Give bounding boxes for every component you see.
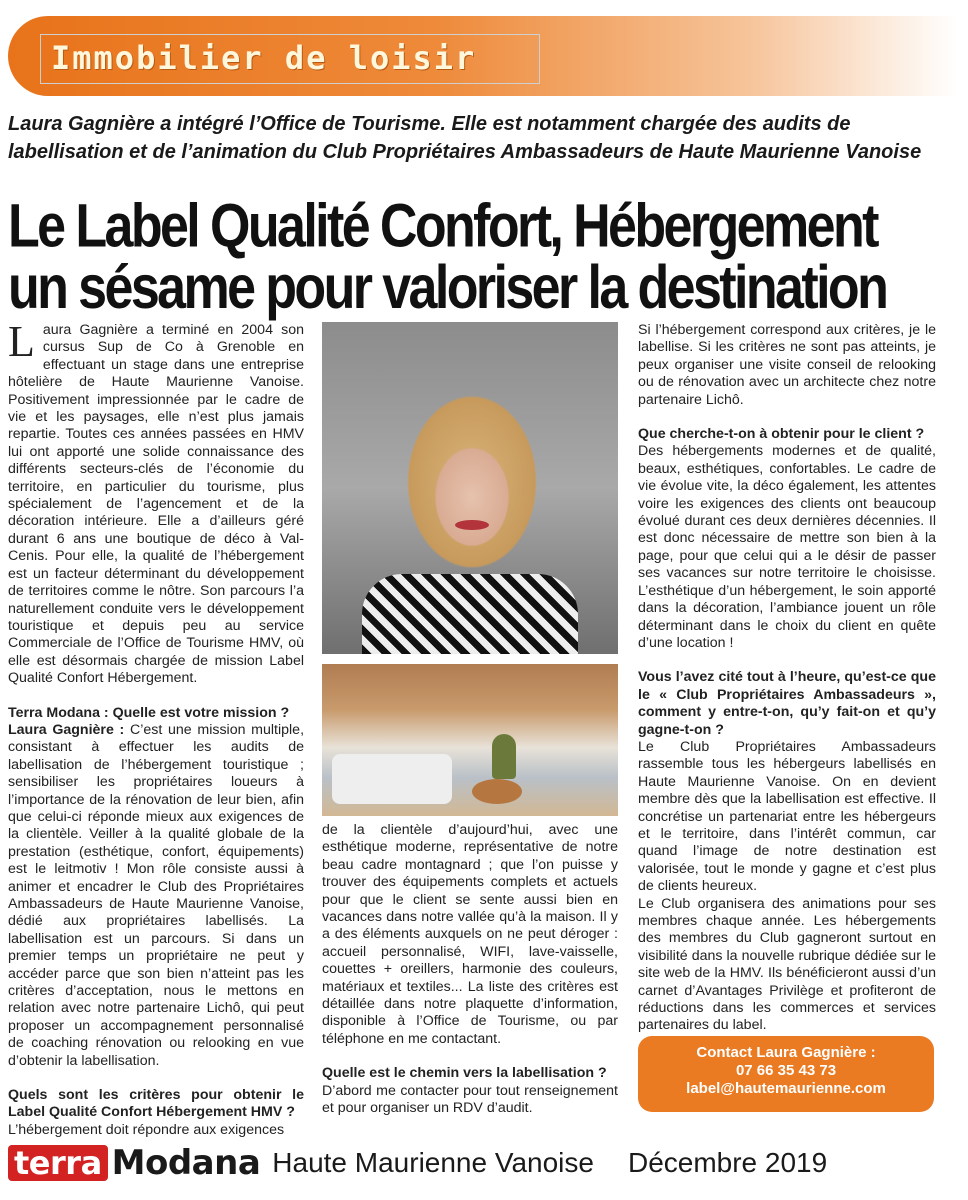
table-shape — [472, 779, 522, 804]
question: Vous l’avez cité tout à l’heure, qu’est-ce que le « Club Propriétaires Ambassadeurs », comment y entre-t-on, qu’y fait-on et qu’y gagne-t-on ? — [638, 669, 936, 738]
interior-photo — [322, 664, 618, 816]
contact-heading: Contact Laura Gagnière : — [696, 1044, 876, 1061]
contact-phone[interactable]: 07 66 35 43 73 — [735, 1062, 837, 1079]
article-column-1 — [8, 317, 305, 1139]
paragraph: Si l’hébergement correspond aux critères, je le labellise. Si les critères ne sont pas atteints, je peux organiser une visite conseil de relooking ou de rénovation avec un architecte chez notre partenaire Lichô. — [638, 322, 936, 408]
drop-cap: L — [8, 317, 35, 366]
paragraph: Laura Gagnière a terminé en 2004 son cursus Sup de Co à Grenoble en effectuant un stage dans une entreprise hôtelière de Haute Maurienne Vanoise. Positivement impressionnée par le cadre de vie et les paysages, elle n’est plus jamais repartie. Toutes ces années passées en HMV lui ont apporté une solide connaissance des différents secteurs-clés de l’économie du territoire, en particulier du tourisme, plus spécialement de l’agencement et de la décoration intérieure. Elle a d’ailleurs géré durant 6 ans une boutique de déco à Val-Cenis. Pour elle, la qualité de l’hébergement est un facteur déterminant du développement de territoires comme le nôtre. Son parcours l’a naturellement conduite vers le développement touristique et depuis peu au service Commerciale de l’Office de Tourisme HMV, où elle est désormais chargée de mission Label Qualité Confort Hébergement. — [8, 317, 304, 687]
headline-line-1: Le Label Qualité Confort, Hébergement — [8, 192, 877, 261]
brand-logo-terra: terra — [8, 1145, 108, 1181]
page-footer — [8, 1144, 827, 1182]
contact-box — [638, 1036, 934, 1112]
article-column-3 — [638, 322, 936, 1035]
brand-logo-modana: Modana — [111, 1143, 261, 1183]
article-intro: Laura Gagnière a intégré l’Office de Tourisme. Elle est notamment chargée des audits de labellisation et de l’animation du Club Propriétaires Ambassadeurs de Haute Maurienne Vanoise — [8, 113, 922, 163]
answer: L’hébergement doit répondre aux exigences — [8, 1121, 285, 1138]
footer-date: Décembre 2019 — [627, 1147, 828, 1178]
question: Terra Modana : Quelle est votre mission ? — [8, 704, 290, 721]
paragraph: de la clientèle d’aujourd’hui, avec une esthétique moderne, représentative de notre beau cadre montagnard ; que l’on puisse y trouver des équipements complets et actuels pour que le client se sente aussi bien en vacances dans notre vallée qu’à la maison. Il y a des éléments auxquels on ne peut déroger : accueil personnalisé, WIFI, lave-vaisselle, couettes + oreillers, harmonie des couleurs, matériaux et textiles... La liste des critères est détaillée dans notre plaquette d’information, disponible à l’Office de Tourisme, ou par téléphone en me contactant. — [322, 822, 618, 1047]
plant-shape — [492, 734, 516, 779]
answer: Des hébergements modernes et de qualité, beaux, esthétiques, confortables. Le cadre de vie évolue vite, la déco également, les attentes voire les exigences des clients ont beaucoup évolué durant ces deux dernières décennies. Il est donc nécessaire de mettre son bien à la page, pour que celui qui a le désir de passer ses vacances sur notre territoire le choisisse. L’esthétique d’un hébergement, le soin apporté dans la décoration, l’ambiance jouent un rôle déterminant dans le choix du client en quête d’une location ! — [638, 443, 936, 651]
houndstooth-top — [362, 574, 578, 654]
portrait-photo — [322, 322, 618, 654]
article-headline — [8, 192, 963, 323]
footer-place: Haute Maurienne Vanoise — [272, 1147, 594, 1178]
portrait-detail — [455, 520, 489, 530]
section-title: Immobilier de loisir — [40, 34, 540, 84]
question: Que cherche-t-on à obtenir pour le client ? — [638, 426, 925, 443]
answer: D’abord me contacter pour tout renseignement et pour organiser un RDV d’audit. — [322, 1082, 618, 1117]
speaker-name: Laura Gagnière : — [8, 721, 125, 738]
sofa-shape — [332, 754, 452, 804]
question: Quelle est le chemin vers la labellisation ? — [322, 1065, 607, 1082]
article-column-2 — [322, 822, 618, 1118]
answer: Le Club organisera des animations pour ses membres chaque année. Les hébergements des membres du Club gagneront surtout en visibilité dans la nouvelle rubrique dédiée sur le site web de la HMV. Ils bénéficieront aussi d’un carnet d’Avantages Privilège et profiteront de réductions dans les commerces et services partenaires du label. — [638, 895, 936, 1034]
question: Quels sont les critères pour obtenir le Label Qualité Confort Hébergement HMV ? — [8, 1087, 304, 1121]
answer: Le Club Propriétaires Ambassadeurs rassemble tous les hébergeurs labellisés en Haute Maurienne Vanoise. On en devient membre dès que la labellisation est effective. Il concrétise un partenariat entre les hébergeurs et le territoire, dans l’intérêt commun, car quand l’image de notre destination est valorisée, tout le monde y gagne et c’est plus de clients heureux. — [638, 738, 936, 895]
answer: Laura Gagnière : C’est une mission multiple, consistant à effectuer les audits de labellisation de l’hébergement touristique ; sensibiliser les propriétaires loueurs à l’importance de la rénovation de leur bien, afin que celui-ci réponde mieux aux exigences de la clientèle. Veiller à la qualité globale de la prestation (esthétique, confort, équipements) est le leitmotiv ! Mon rôle consiste aussi à animer et encadrer le Club des Propriétaires Ambassadeurs de Haute Maurienne Vanoise, dédié aux propriétaires labellisés. La labellisation est un parcours. Si dans un premier temps un propriétaire ne peut y accéder parce que son bien n’atteint pas les critères d’acceptation, nous le mettons en relation avec notre partenaire Lichô, qui peut proposer un accompagnement personnalisé de coaching rénovation ou relooking en vue d’obtenir la labellisation. — [8, 721, 305, 1069]
contact-email[interactable]: label@hautemaurienne.com — [686, 1080, 886, 1097]
headline-line-2: un sésame pour valoriser la destination — [8, 253, 887, 323]
